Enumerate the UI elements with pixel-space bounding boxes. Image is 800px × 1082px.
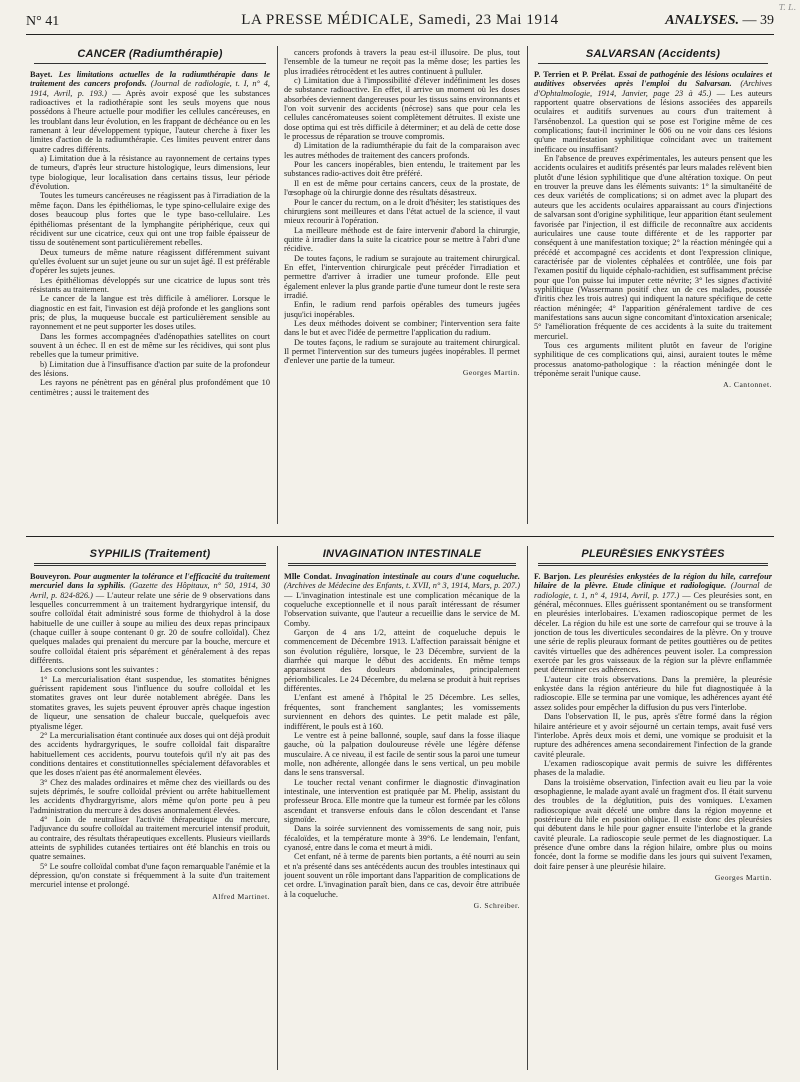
article-intro (534, 572, 772, 675)
article-intro (30, 572, 270, 665)
row-rule (26, 536, 774, 537)
article-body (534, 675, 772, 871)
paragraph: Les épithéliomas développés sur une cicatrice de lupus sont très résistants au traitement. (30, 275, 270, 294)
page-header (26, 12, 774, 34)
paragraph: Toutes les tumeurs cancéreuses ne réagissent pas à l'irradiation de la même façon. Dans les épithéliomas, le type spino-cellulaire exige des doses beaucoup plus fortes que le type baso-cellulaire. Les épithéliomas présentant de la lymphangite périphérique, ceux qui récidivent sur une cicatrice, ceux qui ont une trop faible épaisseur de tissu de soutènement sont particulièrement rebelles. (30, 191, 270, 248)
article-reference: (Journal de radiologie, t. 1, n° 4, 1914, Avril, p. 177.) (534, 581, 772, 600)
section-title-cancer: CANCER (Radiumthérapie) (34, 48, 266, 64)
paragraph: Pour les cancers inopérables, bien entendu, le traitement par les substances radio-actives doit être préféré. (284, 160, 520, 179)
article-author: Bouveyron. (30, 572, 71, 581)
section-title-invagination: INVAGINATION INTESTINALE (288, 548, 516, 566)
paragraph: 3° Chez des malades ordinaires et même chez des vieillards ou des sujets déprimés, le soufre colloïdal prévient ou arrête habituellement les accidents d'hydrargyrisme, alors même qu'on porte peu à peu l'administration du mercure à des doses anormalement élevées. (30, 777, 270, 815)
article-author: Mlle Condat. (284, 572, 332, 581)
column-divider (277, 46, 278, 524)
paragraph: Les rayons ne pénètrent pas en général plus profondément que 10 centimètres ; aussi le traitement des (30, 378, 270, 397)
column-cancer-continued (284, 48, 520, 524)
paragraph: Dans les formes accompagnées d'adénopathies satellites on court souvent à un échec. Il en est de même sur les récidives, qui sont plus rebelles que la tumeur primitive. (30, 331, 270, 360)
paragraph: Le ventre est à peine ballonné, souple, sauf dans la fosse iliaque gauche, où la palpation douloureuse révèle une légère défense musculaire. A ce niveau, il est facile de sentir sous la paroi une tumeur molle, non adhérente, allongée dans le sens vertical, un peu mobile dans le sens transversal. (284, 730, 520, 778)
column-syphilis (30, 548, 270, 1070)
header-rule (26, 34, 774, 35)
column-cancer (30, 48, 270, 524)
article-body (534, 154, 772, 378)
paragraph: Tous ces arguments militent plutôt en faveur de l'origine syphilitique de ces complications qui, ainsi, auraient toutes le même processus anatomo-pathologique : la réaction méningée dont le tréponème serait l'unique cause. (534, 340, 772, 378)
article-signature: A. Cantonnet. (723, 380, 772, 390)
paragraph: De toutes façons, le radium se surajoute au traitement chirurgical. En effet, l'intervention chirurgicale peut précéder l'irradiation et permettre d'arriver à irradier une tumeur profonde. Elle peut également enlever la plus grande partie d'une tumeur dont le reste sera irradié. (284, 253, 520, 300)
paragraph: L'auteur cite trois observations. Dans la première, la pleurésie enkystée dans la région antérieure du hile fut diagnostiquée à la radioscopie. Elle se termina par une vomique, les adhérences ayant été assez solides pour empêcher la diffusion du pus vers l'interlobe. (534, 674, 772, 712)
paragraph: d) Limitation de la radiumthérapie du fait de la comparaison avec les autres méthodes de traitement des cancers profonds. (284, 141, 520, 160)
paragraph: 5° Le soufre colloïdal combat d'une façon remarquable l'anémie et la dépression, qu'on constate si fréquemment à la suite d'un traitement mercuriel intense et prolongé. (30, 861, 270, 890)
article-body (284, 628, 520, 899)
paragraph: Garçon de 4 ans 1/2, atteint de coqueluche depuis le commencement de Décembre 1913. L'affection paraissait bénigne et son évolution régulière, lorsque, le 23 Décembre, survient de la diarrhée qui marque le début des accidents. En même temps apparaissent des douleurs abdominales, principalement périombilicales. Le 24 Décembre, du melæna se produit à huit reprises différentes. (284, 628, 520, 694)
paragraph: Le cancer de la langue est très difficile à améliorer. Lorsque le diagnostic en est fait, l'invasion est déjà profonde et les ganglions sont pris; de plus, la muqueuse buccale est particulièrement sensible au rayonnement et ne peut supporter les doses utiles. (30, 294, 270, 332)
paragraph: Dans la soirée surviennent des vomissements de sang noir, puis fécaloïdes, et la température monte à 39°6. Le lendemain, l'enfant, cyanosé, entre dans le coma et meurt à midi. (284, 824, 520, 852)
article-signature: Georges Martin. (714, 873, 772, 882)
section-title-syphilis: SYPHILIS (Traitement) (34, 548, 266, 566)
paragraph: — L'invagination intestinale est une complication mécanique de la coqueluche exceptionnelle et il nous paraît intéressant de résumer l'observation suivante, que l'auteur a recueillie dans le service de M. Comby. (284, 590, 520, 628)
paragraph: — L'auteur relate une série de 9 observations dans lesquelles concurremment à un traitement hydrargyrique intensif, du soufre colloïdal était administré sous forme de thiohydrol à la dose habituelle de une cuiller à soupe au milieu des deux repas principaux (chaque cuiller à soupe contenant 0 gr. 20 de soufre colloïdal). Chez quelques malades qui prenaient du mercure par la bouche, mercure et soufre colloïdal étaient pris séparément et généralement à des repas différents. (30, 590, 270, 666)
corner-mark: T. L. (778, 3, 796, 12)
paragraph: b) Limitation due à l'insuffisance d'action par suite de la profondeur des lésions. (30, 359, 270, 378)
article-title: Les limitations actuelles de la radiumthérapie dans le traitement des cancers profonds. (30, 70, 270, 89)
column-divider (527, 46, 528, 524)
article-author: Bayet. (30, 70, 53, 79)
column-salvarsan (534, 48, 772, 524)
paragraph: — Ces pleurésies sont, en général, méconnues. Elles guérissent spontanément ou se transforment en pleurésies interlobaires. L'examen radioscopique permet de les déceler. La région du hile est une sorte de carrefour qui se trouve à la jonction de tous les diverticules secondaires de la plèvre. On y trouve une série de replis pleuraux formant de petites gouttières ou de petites cavités virtuelles que des adhérences peuvent isoler. La compression exercée par les gros vaisseaux de la région sur la plèvre enflammée peut déterminer ces adhérences. (534, 590, 772, 675)
paragraph: Pour le cancer du rectum, on a le droit d'hésiter; les statistiques des chirurgiens sont meilleures et dans l'état actuel de la science, il vaut mieux recourir à l'opération. (284, 197, 520, 226)
article-intro (30, 70, 270, 154)
article-author: P. Terrien et P. Prélat. (534, 70, 616, 79)
paragraph: 2° La mercurialisation étant continuée aux doses qui ont déjà produit des accidents hydrargyriques, le soufre colloïdal fait disparaître habituellement ces accidents, pourvu toutefois qu'il n'y ait pas des conditions dentaires et constitutionnelles spécialement défavorables et que les doses n'aient pas été anormalement élevées. (30, 730, 270, 778)
article-title: Les pleurésies enkystées de la région du hile, carrefour hilaire de la plèvre. Etude clinique et radiologique. (534, 572, 772, 591)
article-reference: (Journal de radiologie, t. I, n° 4, 1914, Avril, p. 193.) (30, 79, 270, 98)
issue-number: N° 41 (26, 14, 60, 29)
section-name: ANALYSES. (665, 13, 739, 28)
paragraph: L'enfant est amené à l'hôpital le 25 Décembre. Les selles, fréquentes, sont franchement sanglantes; les vomissements surviennent en dehors des quintes. Le petit malade est pâle, indifférent, le pouls est à 160. (284, 693, 520, 731)
article-body (284, 48, 520, 366)
article-title: Pour augmenter la tolérance et l'efficacité du traitement mercuriel dans la syphilis. (30, 572, 270, 591)
article-body (30, 665, 270, 889)
paragraph: Il en est de même pour certains cancers, ceux de la prostate, de l'œsophage où la chirurgie donne des résultats désastreux. (284, 178, 520, 198)
article-reference: (Archives d'Ophtalmologie, 1914, Janvier, page 23 à 45.) (534, 79, 772, 98)
article-signature: G. Schreiber. (473, 901, 520, 911)
paragraph: Dans l'observation II, le pus, après s'être formé dans la région hilaire antérieure et y avoir séjourné un certain temps, avait fusé vers l'interlobe. Après deux mois et demi, une vomique se produisit et la rupture des adhérences amena secondairement l'infection de la grande cavité pleurale. (534, 712, 772, 759)
article-reference: (Archives de Médecine des Enfants, t. XVII, n° 3, 1914, Mars, p. 207.) (284, 581, 520, 591)
section-title-salvarsan: SALVARSAN (Accidents) (538, 48, 768, 64)
paragraph: Deux tumeurs de même nature réagissent différemment suivant qu'elles évoluent sur un sujet jeune ou sur un sujet âgé. Il est préférable d'opérer les sujets jeunes. (30, 247, 270, 276)
paragraph: En l'absence de preuves expérimentales, les auteurs pensent que les accidents oculaires et auditifs présentés par leurs malades relèvent bien plutôt d'une lésion syphilitique que d'une altération toxique. On peut en trouver la preuve dans les éléments suivants: 1° la simultanéité de ces deux variétés de complications; si on admet avec la plupart des auteurs que les accidents oculaires apparaissant au cours d'injections de salvarsan sont d'origine syphilitique, leur apparition étant seulement favorisée par l'injection, il est difficile de reconnaître aux accidents auriculaires une cause toute différente et de les rapporter par conséquent à une manifestation toxique; 2° la réaction méningée qui a précédé et accompagné ces accidents et dont l'expression clinique, caractérisée par de violentes céphalées et contrôlée, une fois par l'examen positif du liquide céphalo-rachidien, est suffisamment précise pour que l'on puisse lui imputer cette névrite; 3° les signes d'activité syphilitique (Wassermann positif chez un de ces malades, poussée d'iritis chez les trois autres) qui indiquent la nature spécifique de cette réaction méningée; 4° l'apparition généralement tardive de ces manifestations sans aucun signe concomitant d'intoxication arsenicale; 5° l'amélioration fréquente de ces accidents à la suite du traitement mercuriel. (534, 154, 772, 341)
paragraph: Enfin, le radium rend parfois opérables des tumeurs jugées jusqu'ici inopérables. (284, 300, 520, 319)
paragraph: 4° Loin de neutraliser l'activité thérapeutique du mercure, l'adjuvance du soufre colloïdal au traitement mercuriel intensif produit, au contraire, des résultats thérapeutiques excellents. Plusieurs vieillards atteints de syphilides cutanées tertiaires ont été blanchis en trois ou quatre semaines. (30, 814, 270, 862)
paragraph: Dans la troisième observation, l'infection avait eu lieu par la voie œsophagienne, le malade ayant avalé un fragment d'os. Il était survenu des troubles de la déglutition, puis des vomiques. L'examen radioscopique avait décelé une ombre dans la région moyenne et postérieure du hile en position oblique. Il existe donc des pleurésies qui débutent dans le hile pour gagner ensuite l'interlobe et la grande cavité pleurale. La radioscopie seule permet de les diagnostiquer. La présence d'une ombre dans la région hilaire, ombre plus ou moins foncée, dont la forme se modifie dans les jours qui suivent l'examen, doit faire penser à une pleurésie hilaire. (534, 777, 772, 871)
paragraph: Les deux méthodes doivent se combiner; l'intervention sera faite dans le but et avec l'idée de permettre l'application du radium. (284, 318, 520, 338)
column-divider (277, 546, 278, 1070)
journal-title: LA PRESSE MÉDICALE, Samedi, 23 Mai 1914 (241, 12, 559, 28)
paragraph: La meilleure méthode est de faire intervenir d'abord la chirurgie, quitte à irradier dans la suite la cicatrice pour se mettre à l'abri d'une récidive. (284, 225, 520, 254)
article-intro (284, 572, 520, 628)
paragraph: De toutes façons, le radium se surajoute au traitement chirurgical. Il permet l'intervention sur des tumeurs jugées inopérables. Il permet d'enlever une partie de la tumeur. (284, 337, 520, 366)
article-intro (534, 70, 772, 154)
article-signature: Alfred Martinet. (212, 891, 270, 901)
column-pleuresies (534, 548, 772, 1070)
article-author: F. Barjon. (534, 572, 571, 581)
paragraph: — Les auteurs rapportent quatre observations de lésions associées des appareils oculaires et auditifs survenues au cours d'un traitement à l'arsénobenzol. La question qui se pose est l'origine même de ces complications; faut-il incriminer le 606 ou ne voir dans ces lésions qu'une manifestation syphilitique coïncidant avec un traitement inefficace ou insuffisant? (534, 88, 772, 154)
paragraph: cancers profonds à travers la peau est-il illusoire. De plus, tout l'ensemble de la tumeur ne reçoit pas la même dose; les parties les plus irradiées rétrocèdent et les autres continuent à pulluler. (284, 48, 520, 76)
section-title-pleuresies: PLEURÉSIES ENKYSTÉES (538, 548, 768, 566)
column-divider (527, 546, 528, 1070)
section-page (665, 13, 774, 29)
page-number: — 39 (742, 13, 774, 28)
article-reference: (Gazette des Hôpitaux, n° 50, 1914, 30 Avril, p. 824-826.) (30, 581, 270, 600)
paragraph: Le toucher rectal venant confirmer le diagnostic d'invagination intestinale, une intervention est pratiquée par M. Phelip, assistant du professeur Broca. Elle montre que la tumeur est formée par les côlons ascendant et transverse enfouis dans le côlon descendant et l'anse sigmoïde. (284, 777, 520, 824)
article-title: Essai de pathogénie des lésions oculaires et auditives observées après l'emploi du Salvarsan. (534, 70, 772, 89)
paragraph: 1° La mercurialisation étant suspendue, les stomatites bénignes guérissent rapidement sous l'influence du soufre colloïdal et les stomatites graves ont leur durée notablement abrégée. Dans les stomatites graves, les sujets peuvent éprouver après chaque ingestion de liqueur, une sensation de chaleur buccale, quelquefois avec ptyalisme léger. (30, 674, 270, 731)
paragraph: Cet enfant, né à terme de parents bien portants, a été nourri au sein et n'a présenté dans ses antécédents aucun des troubles intestinaux qui jouent souvent un rôle important dans l'apparition de complications de cet ordre. L'invagination paraît bien, dans ce cas, devoir être attribuée à la coqueluche. (284, 852, 520, 899)
paragraph: a) Limitation due à la résistance au rayonnement de certains types de tumeurs, d'après leur structure histologique, leurs dimensions, leur type biologique, leur localisation dans certains tissus, leur période d'évolution. (30, 154, 270, 192)
paragraph: c) Limitation due à l'impossibilité d'élever indéfiniment les doses de substance radioactive. En effet, il arrive un moment où les doses absorbées deviennent dangereuses pour les tissus sains environnants et l'on voit survenir des accidents (nécrose) sans que pour cela les cellules cancéromateuses soient complètement détruites. Il existe une dose optima qui est très difficile à déterminer; et au delà de cette dose le processus de réparation se trouve compromis. (284, 76, 520, 142)
paragraph: Les conclusions sont les suivantes : (40, 665, 159, 675)
article-title: Invagination intestinale au cours d'une coqueluche. (335, 572, 520, 581)
column-invagination (284, 548, 520, 1070)
paragraph: L'examen radioscopique avait permis de suivre les différentes phases de la maladie. (534, 758, 772, 778)
article-body (30, 154, 270, 397)
article-signature: Georges Martin. (462, 367, 520, 377)
paragraph: — Après avoir exposé que les substances radioactives et la radiothérapie sont les seuls moyens que nous possédons à l'heure actuelle pour modifier les cellules cancéreuses, en les troublant dans leur évolution, en les frappant de déchéance ou en les ramenant à leur développement typique, l'auteur cherche à fixer les limites d'action de la radiumthérapie. Ces limites peuvent entrer dans quatre cadres différents. (30, 88, 270, 154)
